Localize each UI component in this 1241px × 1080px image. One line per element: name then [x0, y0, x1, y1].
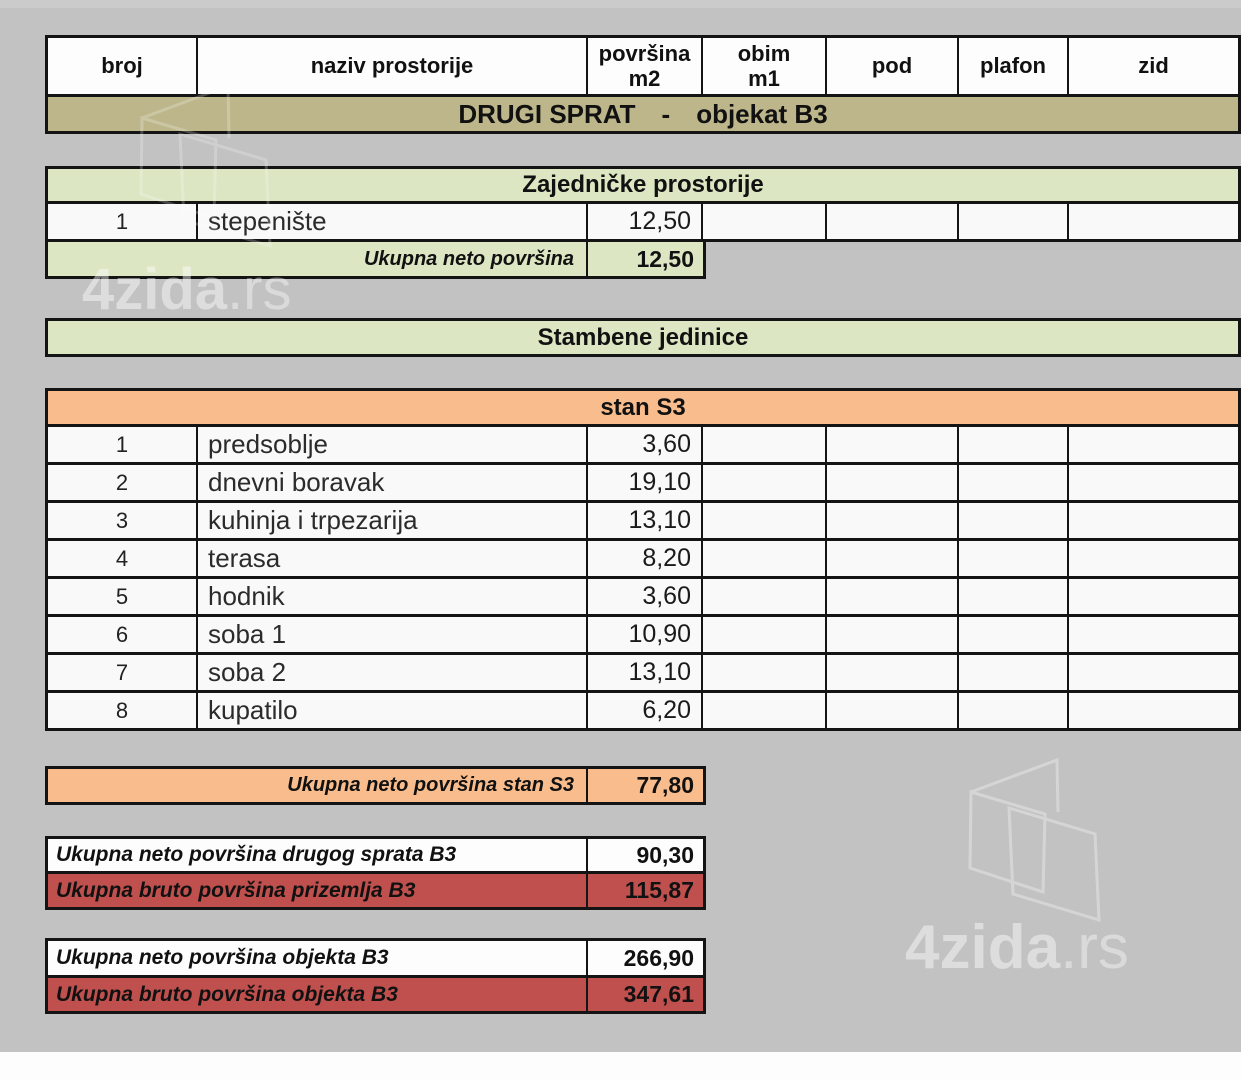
cell-plafon-empty: [959, 204, 1069, 239]
cell-plafon-empty: [959, 503, 1069, 538]
cell-naziv: kupatilo: [198, 693, 588, 728]
cell-povrsina: 6,20: [588, 693, 703, 728]
summary-value: 90,30: [588, 839, 703, 871]
stan-s3-title-row: [45, 388, 1241, 427]
4zida-walls-icon: [952, 750, 1112, 930]
cell-broj: 1: [48, 204, 198, 239]
table-row: [45, 614, 1241, 655]
summary-row-neto-sprat: [45, 836, 706, 874]
cell-obim-empty: [703, 579, 827, 614]
summary-row-neto-objekat: [45, 938, 706, 978]
stan-s3-total-label: Ukupna neto površina stan S3: [48, 769, 588, 802]
cell-naziv: terasa: [198, 541, 588, 576]
cell-plafon-empty: [959, 465, 1069, 500]
cell-zid-empty: [1069, 204, 1238, 239]
cell-obim-empty: [703, 503, 827, 538]
cell-povrsina: 13,10: [588, 503, 703, 538]
cell-broj: 6: [48, 617, 198, 652]
4zida-text-watermark: [905, 912, 1129, 983]
summary-value: 115,87: [588, 874, 703, 907]
watermark-tld: .rs: [1060, 913, 1129, 982]
cell-broj: 8: [48, 693, 198, 728]
column-header-plafon: plafon: [959, 38, 1069, 94]
bottom-white-strip: [0, 1052, 1241, 1080]
table-row: [45, 462, 1241, 503]
cell-broj: 4: [48, 541, 198, 576]
watermark-tld: .rs: [227, 257, 292, 322]
cell-pod-empty: [827, 427, 959, 462]
residential-title-row: [45, 318, 1241, 357]
cell-broj: 1: [48, 427, 198, 462]
column-header-povrsina-line2: m2: [628, 66, 661, 91]
floor-summary-block: [45, 836, 706, 910]
cell-broj: 5: [48, 579, 198, 614]
common-areas-total-label: Ukupna neto površina: [48, 242, 588, 276]
cell-naziv: kuhinja i trpezarija: [198, 503, 588, 538]
cell-pod-empty: [827, 541, 959, 576]
column-header-naziv: naziv prostorije: [198, 38, 588, 94]
watermark-brand: 4zida: [82, 257, 228, 322]
cell-naziv: soba 1: [198, 617, 588, 652]
table-row: [45, 652, 1241, 693]
cell-naziv: predsoblje: [198, 427, 588, 462]
table-row: [45, 690, 1241, 731]
cell-pod-empty: [827, 204, 959, 239]
cell-plafon-empty: [959, 579, 1069, 614]
cell-broj: 2: [48, 465, 198, 500]
column-header-row: [45, 35, 1241, 97]
stan-s3-section: [45, 388, 1241, 731]
4zida-logo-watermark: [952, 750, 1112, 935]
cell-povrsina: 3,60: [588, 427, 703, 462]
cell-pod-empty: [827, 579, 959, 614]
column-header-obim-line2: m1: [748, 66, 780, 91]
table-row: [45, 201, 1241, 242]
column-header-zid: zid: [1069, 38, 1238, 94]
column-header-povrsina-line1: površina: [598, 40, 691, 66]
cell-zid-empty: [1069, 541, 1238, 576]
cell-obim-empty: [703, 541, 827, 576]
cell-zid-empty: [1069, 579, 1238, 614]
cell-pod-empty: [827, 693, 959, 728]
watermark-brand: 4zida: [905, 913, 1061, 982]
stan-s3-total-block: [45, 766, 706, 805]
column-header-obim: [703, 38, 827, 94]
common-areas-total-row: [45, 239, 706, 279]
cell-povrsina: 19,10: [588, 465, 703, 500]
cell-plafon-empty: [959, 693, 1069, 728]
summary-label: Ukupna bruto površina objekta B3: [48, 978, 588, 1011]
table-row: [45, 538, 1241, 579]
cell-pod-empty: [827, 617, 959, 652]
cell-naziv: stepenište: [198, 204, 588, 239]
cell-broj: 7: [48, 655, 198, 690]
cell-plafon-empty: [959, 655, 1069, 690]
cell-pod-empty: [827, 503, 959, 538]
cell-zid-empty: [1069, 693, 1238, 728]
cell-obim-empty: [703, 465, 827, 500]
common-areas-section: [45, 166, 1241, 279]
cell-zid-empty: [1069, 617, 1238, 652]
summary-row-bruto-objekat: [45, 975, 706, 1014]
cell-zid-empty: [1069, 655, 1238, 690]
common-areas-title-row: [45, 166, 1241, 204]
cell-povrsina: 10,90: [588, 617, 703, 652]
cell-plafon-empty: [959, 541, 1069, 576]
cell-povrsina: 3,60: [588, 579, 703, 614]
cell-obim-empty: [703, 204, 827, 239]
table-row: [45, 500, 1241, 541]
cell-pod-empty: [827, 465, 959, 500]
residential-section-title-block: [45, 318, 1241, 357]
summary-label: Ukupna bruto površina prizemlja B3: [48, 874, 588, 907]
area-table-header-block: [45, 35, 1241, 134]
column-header-pod: pod: [827, 38, 959, 94]
cell-zid-empty: [1069, 427, 1238, 462]
cell-obim-empty: [703, 617, 827, 652]
summary-row-bruto-prizemlje: [45, 871, 706, 910]
cell-povrsina: 13,10: [588, 655, 703, 690]
stan-s3-title: stan S3: [600, 393, 686, 421]
common-areas-total-value: 12,50: [588, 242, 703, 276]
stan-s3-total-row: [45, 766, 706, 805]
cell-obim-empty: [703, 693, 827, 728]
building-summary-block: [45, 938, 706, 1014]
cell-plafon-empty: [959, 617, 1069, 652]
residential-title: Stambene jedinice: [537, 323, 749, 351]
cell-plafon-empty: [959, 427, 1069, 462]
summary-value: 266,90: [588, 941, 703, 975]
cell-naziv: hodnik: [198, 579, 588, 614]
common-areas-title: Zajedničke prostorije: [522, 171, 764, 198]
summary-label: Ukupna neto površina drugog sprata B3: [48, 839, 588, 871]
floor-title-bar: [45, 94, 1241, 134]
column-header-obim-line1: obim: [737, 40, 791, 66]
cell-naziv: dnevni boravak: [198, 465, 588, 500]
summary-value: 347,61: [588, 978, 703, 1011]
summary-label: Ukupna neto površina objekta B3: [48, 941, 588, 975]
cell-obim-empty: [703, 427, 827, 462]
top-edge-strip: [0, 0, 1241, 8]
cell-zid-empty: [1069, 465, 1238, 500]
table-row: [45, 424, 1241, 465]
column-header-povrsina: [588, 38, 703, 94]
stan-s3-total-value: 77,80: [588, 769, 703, 802]
floor-title-part1: DRUGI SPRAT: [458, 98, 636, 129]
cell-zid-empty: [1069, 503, 1238, 538]
table-row: [45, 576, 1241, 617]
cell-pod-empty: [827, 655, 959, 690]
floor-title-dash: -: [661, 98, 671, 129]
cell-obim-empty: [703, 655, 827, 690]
cell-broj: 3: [48, 503, 198, 538]
cell-povrsina: 8,20: [588, 541, 703, 576]
floor-title-part2: objekat B3: [696, 98, 828, 129]
cell-naziv: soba 2: [198, 655, 588, 690]
column-header-broj: broj: [48, 38, 198, 94]
cell-povrsina: 12,50: [588, 204, 703, 239]
